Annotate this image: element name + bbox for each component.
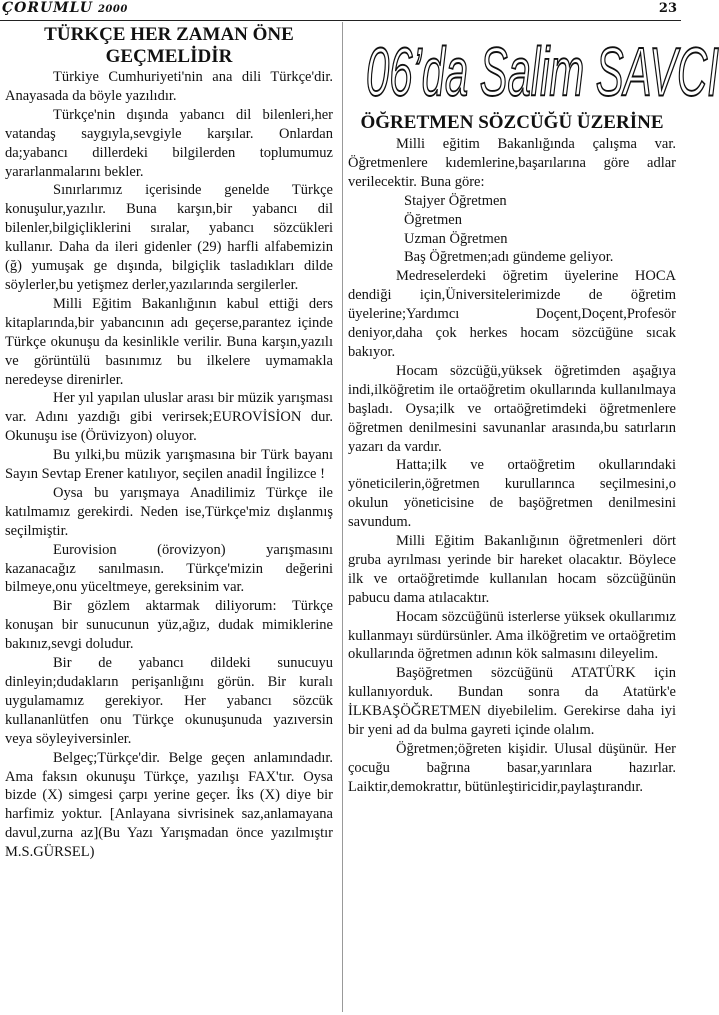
masthead-year: 2000 [97,4,128,15]
page-number: 23 [658,1,677,16]
banner-text: 06’da Salim SAVCI [366,34,719,111]
right-paragraph: Milli Eğitim Bakanlığının öğretmenleri dört gruba ayrılması yerinde bir hareket olacaktır. Böylece ilk ve ortaöğretimde kullanılan hocam sözcüğünün pabucu dama atılacaktır. [348,533,676,606]
right-paragraph: Öğretmen;öğreten kişidir. Ulusal düşünür. Her çocuğu bağrına basar,yarınlara hazırlar. Laiktir,demokrattır, bütünleştiricidir,paylaştırandır. [348,741,676,795]
left-article [5,24,333,862]
left-article-title: TÜRKÇE HER ZAMAN ÖNE GEÇMELİDİR [44,24,294,67]
left-paragraph: Her yıl yapılan uluslar arası bir müzik yarışması var. Adını yazdığı gibi verirsek;EUROVİSİON dur. Okunuşu ise (Örüvizyon) oluyor. [5,390,333,445]
page-header [0,0,681,21]
right-article [348,112,676,797]
left-paragraph: Bir gözlem aktarmak diliyorum: Türkçe konuşan bir sunucunun yüz,ağız, dudak mimiklerine bakınız,sevgi doludur. [5,598,333,653]
left-paragraph: Bu yılki,bu müzik yarışmasına bir Türk bayanı Sayın Sevtap Erener katılıyor, seçilen anadil İngilizce ! [5,447,333,483]
right-paragraph: Medreselerdeki öğretim üyelerine HOCA dendiği için,Üniversitelerimizde de öğretim üyelerine;Yardımcı Doçent,Doçent,Profesör deniyor,daha çok herkes hocam sözcüğüne sıcak bakıyor. [348,268,676,360]
masthead [2,0,128,16]
left-paragraph: Bir de yabancı dildeki sunucuyu dinleyin;dudakların perişanlığını görün. Bir kuralı uygulamamız gerekiyor. Her yabancı sözcük kullananlütfen onu Türkçe okunuşunuda yazıversin veya söyleyiversinler. [5,655,333,747]
left-paragraph: Milli Eğitim Bakanlığının kabul ettiği ders kitaplarında,bir yabancının adı geçerse,parantez içinde Türkçe okunuşu da kesinlikle verilir. Buna karşın,yazılı ve görüntülü basınımız bu ilkelere uymamakla neredeyse direnirler. [5,295,333,388]
column-divider [342,22,343,1012]
left-paragraph: Oysa bu yarışmaya Anadilimiz Türkçe ile katılmamız gerekirdi. Neden ise,Türkçe'miz dışlanmış seçilmiştir. [5,484,333,539]
left-paragraph: Türkiye Cumhuriyeti'nin ana dili Türkçe'dir. Anayasada da böyle yazılıdır. [5,69,333,104]
left-paragraph: Eurovision (örovizyon) yarışmasını kazanacağız sanılmasın. Türkçe'mizin değerini bilmeye,onu yüceltmeye, gereksinim var. [5,541,333,596]
left-paragraph: Belgeç;Türkçe'dir. Belge geçen anlamındadır. Ama faksın okunuşu Türkçe, yazılışı FAX'tır. Oysa bizde (X) simgesi çarpı yerine geçer. İks (X) diye bir harfimiz yoktur. [Anlayana sivrisinek saz,anlamayana davul,zurna az](Bu Yazı Yarışmadan önce yazılmıştır M.S.GÜRSEL) [5,749,333,861]
banner-headline [350,24,719,111]
right-article-title: ÖĞRETMEN SÖZCÜĞÜ ÜZERİNE [360,112,664,133]
left-paragraph: Türkçe'nin dışında yabancı dil bilenleri,her vatandaş saygıyla,sevgiyle karşılar. Onlardan da;yabancı dillerdeki bilgilerden toplumumuz yararlanmalarını bekler. [5,106,333,180]
right-intro: Milli eğitim Bakanlığında çalışma var. Öğretmenlere kıdemlerine,başarılarına göre adlar verilecektir. Buna göre: [348,136,676,190]
masthead-title: ÇORUMLU [2,0,93,16]
teacher-title-list [348,192,676,268]
right-paragraph: Hatta;ilk ve ortaöğretim okullarındaki yöneticilerin,öğretmen kurullarınca seçilmesini,o okulun yöneticisine de başöğretmen denilmesini savundum. [348,457,676,531]
list-item: Stajyer Öğretmen [404,192,507,209]
left-paragraph: Sınırlarımız içerisinde genelde Türkçe konuşulur,yazılır. Buna karşın,bir yabancı dil bilenler,bilgiçliklerini sıralar, yabancı sözcükleri kullanır. Daha da ileri gidenler (29) harfli alfabemizin (ğ) yumuşak ge dışında, bilgiçlik tasladıkları dilde söylerler,bu yetişmez derler,yazılarında sergilerler. [5,182,333,293]
right-paragraph: Hocam sözcüğü,yüksek öğretimden aşağıya indi,ilköğretim ile ortaöğretim okullarında kullanılmaya başladı. Oysa;ilk ve ortaöğretimdeki öğretmenlere öğretmen denilmesini savunanlar arasında,bu satırların yazarı da vardır. [348,362,676,455]
right-paragraph: Başöğretmen sözcüğünü ATATÜRK için kullanıyorduk. Bundan sonra da Atatürk'e İLKBAŞÖĞRETMEN diyebilelim. Gerekirse daha iyi bir yeni ad da bulma gayreti içinde olalım. [348,665,676,739]
list-item: Uzman Öğretmen [404,230,508,247]
list-item: Baş Öğretmen;adı gündeme geliyor. [404,249,614,266]
right-paragraph: Hocam sözcüğünü isterlerse yüksek okullarımız kullanmayı sürdürsünler. Ama ilköğretim ve ortaöğretim okullarında öğretmen adının kök salmasını dileyelim. [348,608,676,663]
list-item: Öğretmen [404,211,462,228]
